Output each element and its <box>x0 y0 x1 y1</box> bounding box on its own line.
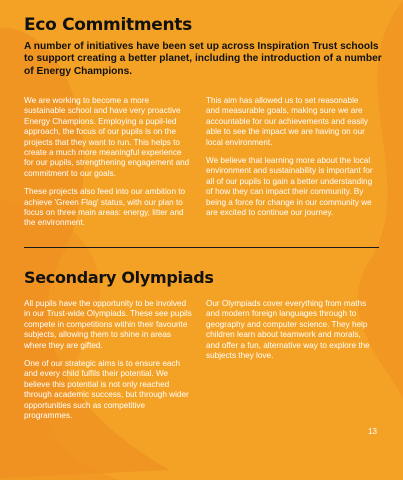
paragraph: Our Olympiads cover everything from maths and modern foreign languages through to geography and computer science. They help children learn about teamwork and morals, and offer a fun, alternative way to explore the subjects they love. <box>206 299 370 361</box>
olympiads-left-column <box>24 299 192 429</box>
section-divider <box>24 247 379 248</box>
section-title-eco-commitments: Eco Commitments <box>24 15 192 35</box>
page-number: 13 <box>368 427 377 436</box>
eco-right-column <box>206 96 374 226</box>
section-intro: A number of initiatives have been set up across Inspiration Trust schools to support creating a better planet, including the introduction of a number of Energy Champions. <box>24 41 382 77</box>
olympiads-right-column <box>206 299 374 369</box>
paragraph: This aim has allowed us to set reasonable and measurable goals, making sure we are accountable for our achievements and easily able to see the impact we are having on our local environment. <box>206 96 369 147</box>
paragraph: We believe that learning more about the local environment and sustainability is important for all of our pupils to gain a better understanding of how they can impact their community. By being a force for change in our community we are excited to continue our journey. <box>206 156 373 218</box>
paragraph: These projects also feed into our ambition to achieve 'Green Flag' status, with our plan to focus on three main areas: energy, litter and the environment. <box>24 187 186 228</box>
paragraph: All pupils have the opportunity to be involved in our Trust-wide Olympiads. These see pupils compete in competitions within their favourite subjects, allowing them to shine in areas where they are gifted. <box>24 299 192 350</box>
paragraph: One of our strategic aims is to ensure each and every child fulfils their potential. We believe this potential is not only reached through academic success, but through wider opportunities such as competitive programmes. <box>24 359 189 421</box>
eco-left-column <box>24 96 192 237</box>
paragraph: We are working to become a more sustainable school and have very proactive Energy Champions. Employing a pupil-led approach, the focus of our pupils is on the projects that they want to run. This helps to create a much more meaningful experience for our pupils, strengthening engagement and commitment to our goals. <box>24 96 190 178</box>
section-title-secondary-olympiads: Secondary Olympiads <box>24 268 214 287</box>
